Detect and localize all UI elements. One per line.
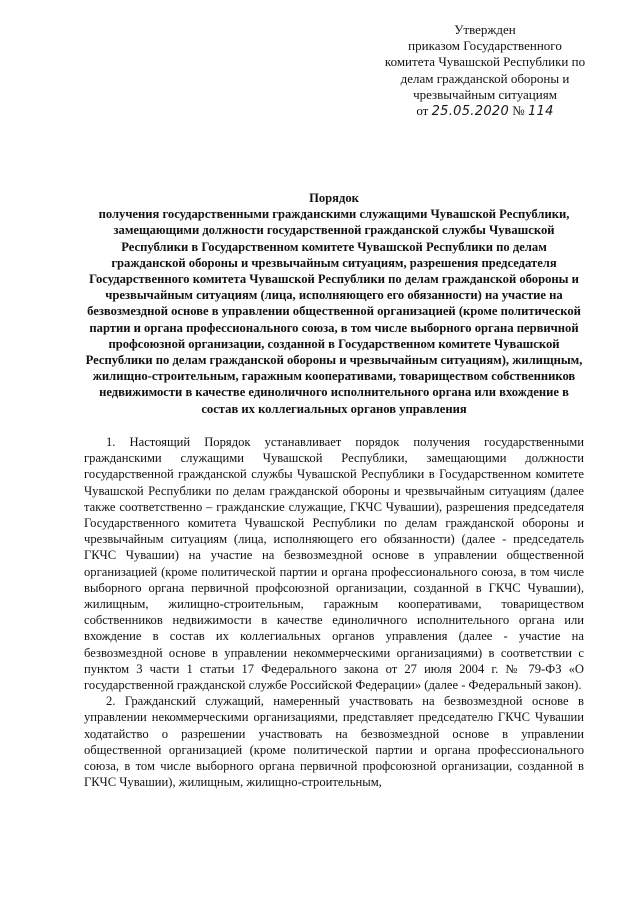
paragraph-1: 1. Настоящий Порядок устанавливает порядок получения государственными гражданскими служащими Чувашской Республики, замещающими должности государственной гражданской службы Чувашской Республики в Государственном комитете Чувашской Республики по делам гражданской обороны и чрезвычайным ситуациям (далее также соответственно – гражданские служащие, ГКЧС Чувашии), разрешения председателя Государственного комитета Чувашской Республики по делам гражданской обороны и чрезвычайным ситуациям (лица, исполняющего его обязанности) (далее - председатель ГКЧС Чувашии) на участие на безвозмездной основе в управлении общественной организацией (кроме политической партии и органа профессионального союза, в том числе выборного органа первичной профсоюзной организации, созданной в ГКЧС Чувашии), жилищным, жилищно-строительным, гаражным кооперативами, товариществом собственников недвижимости в качестве единоличного исполнительного органа или вхождение в состав их коллегиальных органов управления (далее - участие на безвозмездной основе в управлении некоммерческими организациями) в соответствии с пунктом 3 части 1 статьи 17 Федерального закона от 27 июля 2004 г. № 79-ФЗ «О государственной гражданской службе Российской Федерации» (далее - Федеральный закон). [84,435,584,693]
approval-number-sign: № [512,103,525,119]
document-title [84,190,584,417]
paragraph-2: 2. Гражданский служащий, намеренный участвовать на безвозмездной основе в управлении некоммерческими организациями, представляет председателю ГКЧС Чувашии ходатайство о разрешении участвовать на безвозмездной основе в управлении общественной организацией (кроме политической партии и органа профессионального союза, в том числе выборного органа первичной профсоюзной организации, созданной в ГКЧС Чувашии), жилищным, жилищно-строительным, [84,694,584,790]
title-text: получения государственными гражданскими служащими Чувашской Республики, замещающими должности государственной гражданской службы Чувашской Республики в Государственном комитете Чувашской Республики по делам гражданской обороны и чрезвычайным ситуациям, разрешения председателя Государственного комитета Чувашской Республики по делам гражданской обороны и чрезвычайным ситуациям (лица, исполняющего его обязанности) на участие на безвозмездной основе в управлении общественной организацией (кроме политической партии и органа профессионального союза, в том числе выборного органа первичной профсоюзной организации, созданной в Государственном комитете Чувашской Республики по делам гражданской обороны и чрезвычайным ситуациям), жилищным, жилищно-строительным, гаражным кооперативами, товариществом собственников недвижимости в качестве единоличного исполнительного органа или вхождение в состав их коллегиальных органов управления [85,207,583,416]
title-heading: Порядок [309,191,359,205]
approval-line-2: приказом Государственного [408,38,562,54]
approval-date: 25.05.2020 [431,104,510,120]
approval-line-5: чрезвычайным ситуациям [413,86,557,102]
document-body [84,434,584,790]
approval-line-1: Утвержден [454,22,516,37]
approval-date-line [380,103,590,120]
approval-line-3: комитета Чувашской Республики по [384,54,586,70]
approval-stamp [380,22,590,120]
approval-line-4: делам гражданской обороны и [400,70,570,86]
approval-number: 114 [527,104,554,120]
approval-from-label: от [416,103,429,119]
